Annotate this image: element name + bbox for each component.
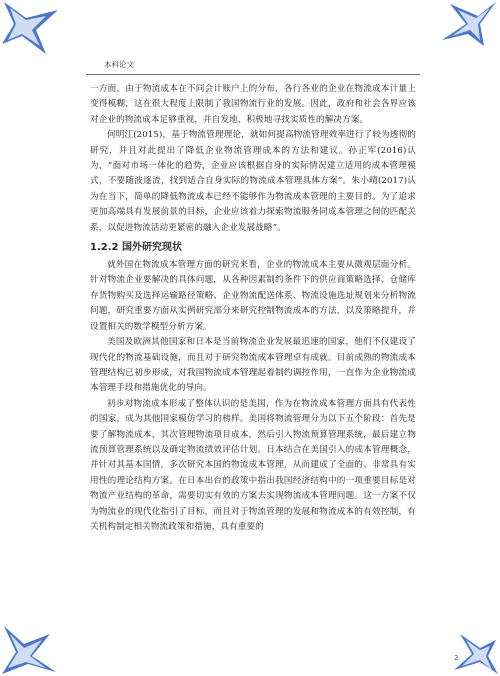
star-decoration-icon xyxy=(0,0,64,56)
body-text xyxy=(90,82,416,535)
section-heading: 1.2.2 国外研究现状 xyxy=(90,242,182,254)
star-decoration-icon xyxy=(446,630,500,676)
star-decoration-icon xyxy=(438,0,500,48)
paragraph: 美国及欧洲其他国家和日本是当前物流企业发展最迅速的国家，他们不仅建设了现代化的物流基础设施，而且对于研究物流成本管理卓有成就。目前成熟的物流成本管理结构已初步形成，对我国物流成本管理起着制约调控作用，一直作为企业物流成本管理手段和措施优化的导向。 xyxy=(90,337,416,394)
paragraph: 初步对物流成本形成了整体认识的是美国，作为在物流成本管理方面具有代表性的国家，成为其他国家模仿学习的榜样。美国将物流管理分为以下五个阶段：首先是要了解物流成本，其次管理物流项目成本，然后引入物流预算管理系统，最后建立物流预算管理系统以及确定物流绩效评估计划。日本结合在美国引入的成本管理概念，并针对其基本国情，多次研究本国的物流成本管理，从而建成了全面的、非常具有实用性的理论结构方案。在日本出台的政策中指出我国经济结构中的一项重要目标是对物流产业结构的革命，需要切实有效的方案去实现物流成本管理问题。这一方案不仅为物流业的现代化指引了目标，而且对于物流管理的发展和物流成本的有效控制，有关机构制定相关物流政策和措施，具有重要的 xyxy=(90,398,416,532)
page-number: 2 xyxy=(454,654,459,662)
paragraph: 何明江(2015)，基于物流管理理论，就如何提高物流管理效率进行了较为透彻的研究，并且对此提出了降低企业物流管理成本的方法和建议。孙正军(2016)认为，“面对市场一体化的趋势，企业应该根据自身的实际情况建立适用的成本管理模式，不要随波逐流，找到适合自身实际的物流成本管理具体方案”。朱小晴(2017)认为在当下，简单的降低物流成本已经不能够作为物流成本管理的主要目的。为了追求更加高端具有发展前景的目标，企业应该着力探索物流服务同成本管理之间的匹配关系，以促进物流活动更紧密的融入企业发展战略”。 xyxy=(90,130,416,233)
header-divider xyxy=(86,74,420,75)
star-decoration-icon xyxy=(0,618,60,676)
paragraph: 就外国在物流成本管理方面的研究来看，企业的物流成本主要从微观层面分析。针对物流企业要解决的具体问题，从各种因素制约条件下的供应商策略选择、仓储库存货物购买及选择运输路径策略、企业物流配送体系、物流设施选址规划来分析物流问题，研究重要方面从实例研究部分来研究控制物流成本的方法，以及策略提升，并设置相关的数学模型分析方案。 xyxy=(90,260,416,332)
paragraph: 一方面，由于物流成本在不同会计账户上的分布，各行各业的企业在物流成本计量上变得模糊，这在很大程度上限制了我国物流行业的发展。因此，政府和社会各界应该对企业的物流成本足够重视，并自发地、积极地寻找实质性的解决方案。 xyxy=(90,84,416,125)
running-header: 本科论文 xyxy=(104,60,134,69)
